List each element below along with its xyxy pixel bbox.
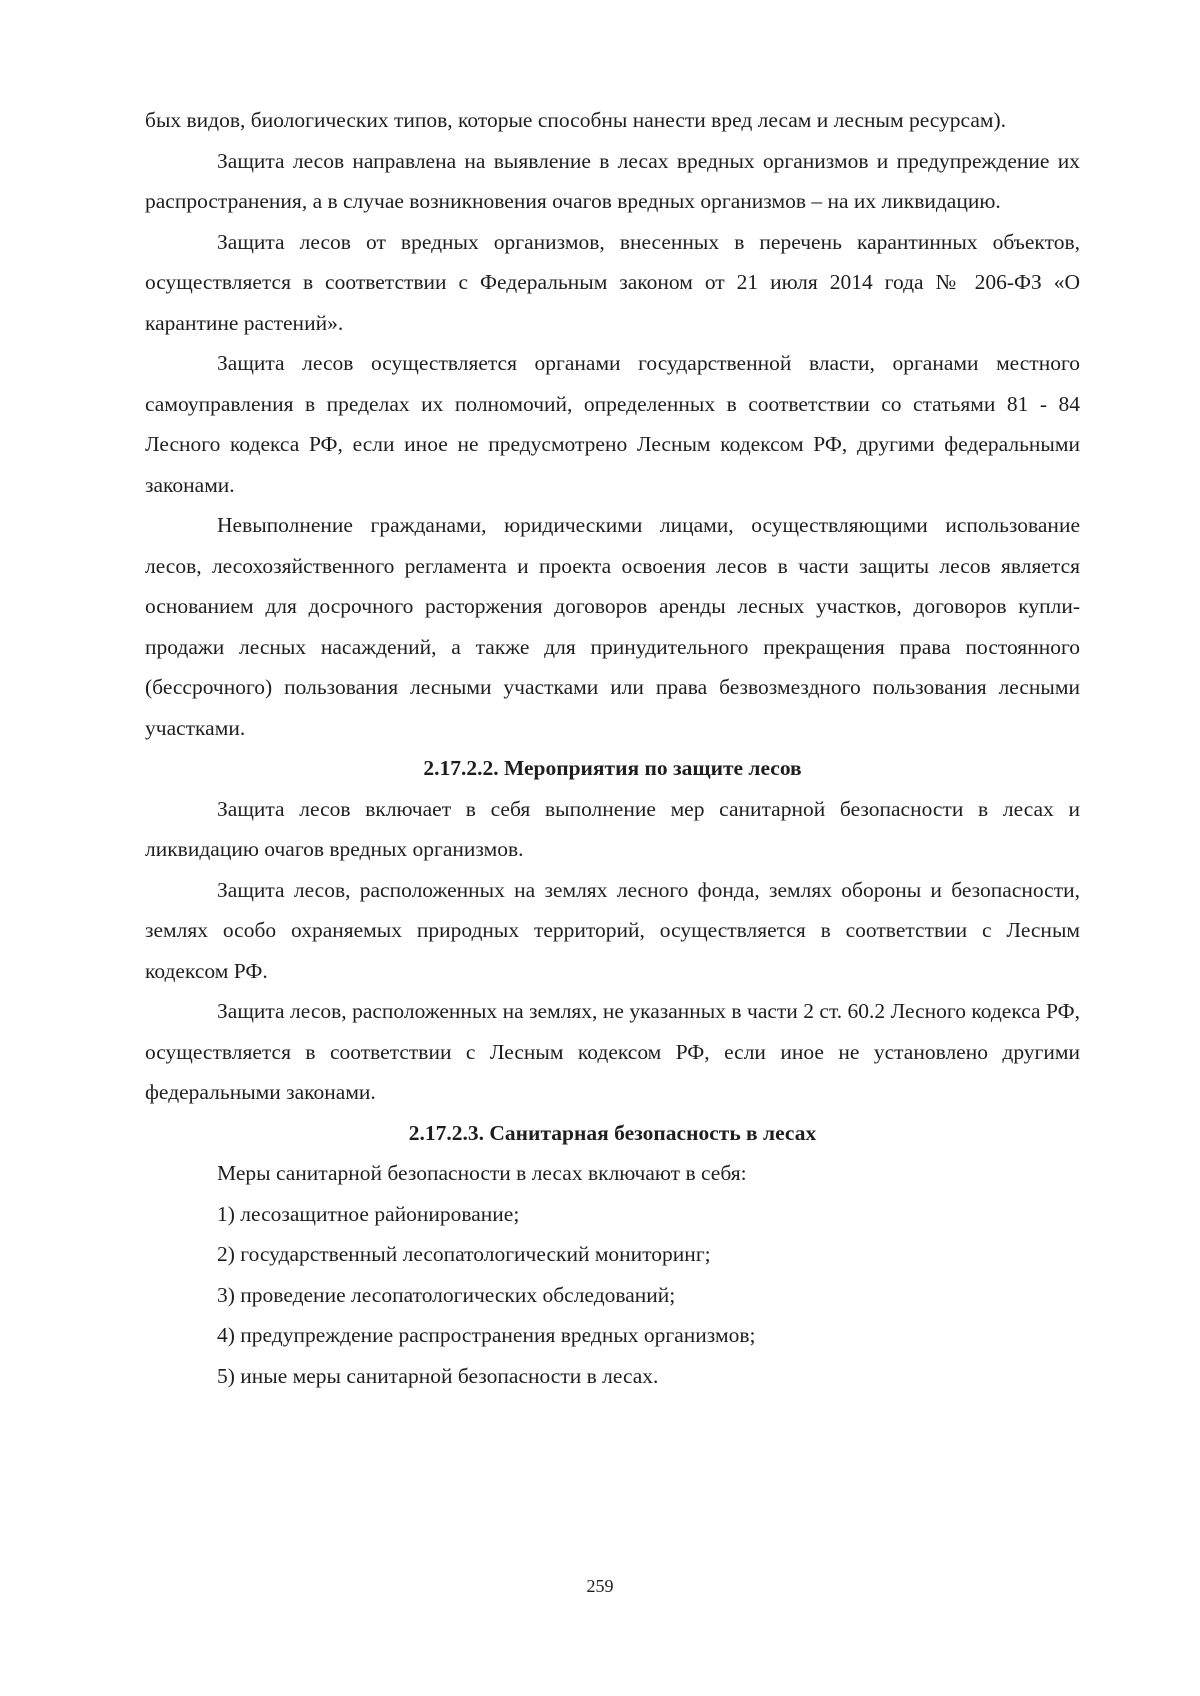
paragraph: Защита лесов включает в себя выполнение мер санитарной безопасности в лесах и ликвидацию очагов вредных организмов. (145, 796, 1080, 861)
list-item: 5) иные меры санитарной безопасности в лесах. (217, 1363, 659, 1388)
list-item: 2) государственный лесопатологический мониторинг; (217, 1242, 711, 1266)
list-item: 1) лесозащитное районирование; (217, 1201, 520, 1226)
paragraph: Защита лесов, расположенных на землях лесного фонда, землях обороны и безопасности, землях особо охраняемых природных территорий, осуществляется в соответствии с Лесным кодексом РФ. (145, 877, 1080, 983)
paragraph: бых видов, биологических типов, которые способны нанести вред лесам и лесным ресурсам). (145, 108, 1007, 132)
list-item: 4) предупреждение распространения вредных организмов; (217, 1323, 756, 1347)
paragraph: Защита лесов, расположенных на землях, не указанных в части 2 ст. 60.2 Лесного кодекса РФ, осуществляется в соответствии с Лесным кодексом РФ, если иное не установлено другими федеральными законами. (145, 999, 1080, 1104)
page-number: 259 (586, 1576, 614, 1596)
paragraph: Защита лесов направлена на выявление в лесах вредных организмов и предупреждение их распространения, а в случае возникновения очагов вредных организмов – на их ликвидацию. (145, 148, 1080, 213)
document-page (145, 100, 1080, 1396)
section-heading-sanitary: 2.17.2.3. Санитарная безопасность в лесах (408, 1120, 817, 1145)
list-intro: Меры санитарной безопасности в лесах включают в себя: (217, 1161, 747, 1185)
list-item: 3) проведение лесопатологических обследований; (217, 1282, 676, 1307)
section-heading-measures: 2.17.2.2. Мероприятия по защите лесов (423, 756, 802, 780)
paragraph: Защита лесов от вредных организмов, внесенных в перечень карантинных объектов, осуществляется в соответствии с Федеральным законом от 21 июля 2014 года № 206-ФЗ «О карантине растений». (145, 229, 1080, 335)
paragraph: Невыполнение гражданами, юридическими лицами, осуществляющими использование лесов, лесохозяйственного регламента и проекта освоения лесов в части защиты лесов является основанием для досрочного расторжения договоров аренды лесных участков, договоров купли-продажи лесных насаждений, а также для принудительного прекращения права постоянного (бессрочного) пользования лесными участками или права безвозмездного пользования лесными участками. (145, 513, 1080, 740)
paragraph: Защита лесов осуществляется органами государственной власти, органами местного самоуправления в пределах их полномочий, определенных в соответствии со статьями 81 - 84 Лесного кодекса РФ, если иное не предусмотрено Лесным кодексом РФ, другими федеральными законами. (145, 351, 1080, 497)
